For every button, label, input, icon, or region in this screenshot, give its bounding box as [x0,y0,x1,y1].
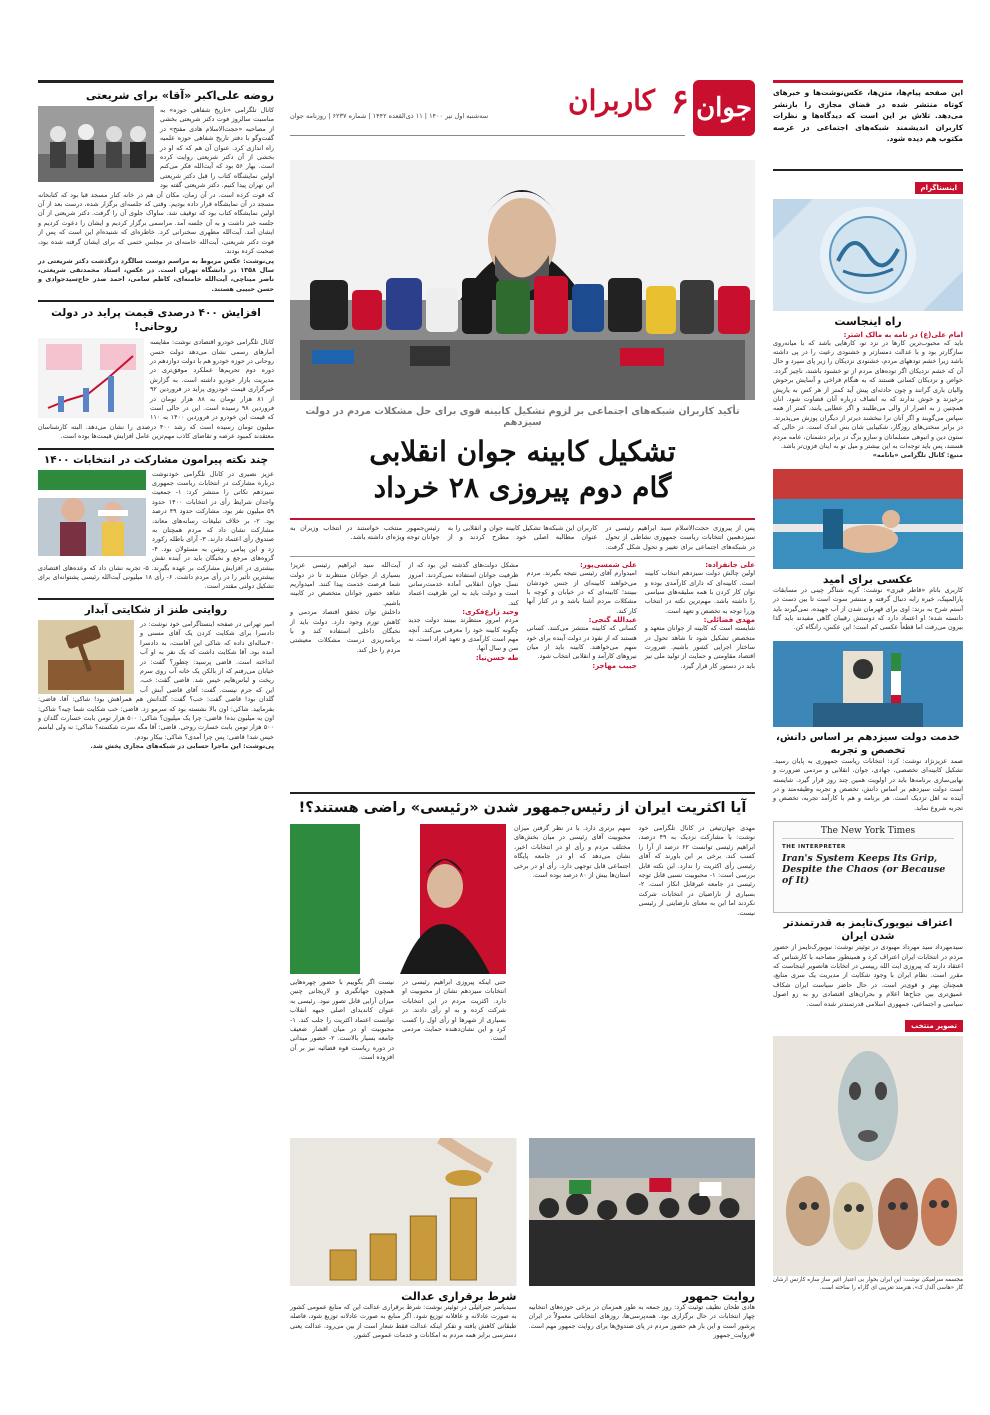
article-3-body: عزیز نصیری در کانال تلگرامی خودنوشت درباره مشارکت در انتخابات ریاست جمهوری سیزدهم نکاتی را منتشر کرد: ۱- جمعیت واجدان شرایط رأی در انتخابات ۱۴۰۰ حدود ۵۹ میلیون نفر بود. مشارکت حدود ۴۹ درصد بود. ۲- بر خلاف تبلیغات رسانه‌های معاند، مشارکت نشان داد که مردم همچنان به صندوق رأی اعتماد دارند. ۳- آرای باطله رکورد زد و این پیامی روشن به مسئولان بود. ۴- گروه‌های مرجع و نخبگان باید در آینده نقش بیشتری در افزایش مشارکت بر عهده بگیرند. ۵- تجربه نشان داد که وعده‌های اقتصادی بیشترین تأثیر را در رأی مردم داشت. ۶- رأی ۱۸ میلیونی آیت‌الله رئیسی پشتوانه‌ای برای تشکیل دولتی مقتدر است. [38,469,274,591]
nyt-kicker: THE INTERPRETER [782,844,846,851]
article-1-body: کانال تلگرامی «تاریخ شفاهی حوزه» به مناسبت سالروز فوت دکتر شریعتی بخشی از مصاحبه «حجت‌الاسلام هادی مفتح» در گفت‌وگو با دفتر تاریخ شفاهی حوزه علمیه راه اندازی کرد. عنوان آن هم که که او در بخشی از آن دکتر شریعتی روایت کرده است. بهار ۵۶ بود که آیت‌الله فکر می‌کنم اولین نمایشگاه کتاب را قبل دکتر شریعتی این تهران پیدا کنیم. دکتر شریعتی گفته بود که فوت کرده است. در آن زمان، مکان آن هم در خانه کنار مسجد قبا بود که کتابخانه مسجد در آن نمایشگاه قرار داده بودیم. وقتی که جلسه‌ای برگزار شده، درست بعد از آن اولین نمایشگاه کتاب بود که توقیف شد. ساواک جلوی آن را گرفت. دکتر شریعتی از آن جلسه خبر داشت و به آن جلسه آمد. مراسمی برگزار کردیم و ایشان را دعوت کردیم و ایشان آمد. آیت‌الله مطهری سخنرانی کرد. خاطره‌ای که شنیده‌ام این است که پس از فوت دکتر شریعتی، آیت‌الله خامنه‌ای در مجلس ختمی که برای ایشان گرفته شده بود، صحبت کرده بودند. [38,106,274,256]
article-3-title: چند نکته پیرامون مشارکت در انتخابات ۱۴۰۰ [43,453,269,466]
bottom-stories [290,1138,755,1341]
second-body-3: حتی اینکه پیروزی ابراهیم رئیسی در انتخابات سیزدهم نشان از محبوبیت او دارد. اکثریت مردم در این انتخابات شرکت کرده و به او رأی دادند. در بسیاری از شهرها او رأی اول را کسب کرد و این نشان‌دهنده حمایت مردمی است. [402,978,506,1043]
photo-title: عکسی برای امید [822,572,914,586]
calligraphy-image [773,199,963,311]
comment-item: مهدی فضائلی: شایسته است که کابینه از جوانان متعهد و متخصص تشکیل شود تا شاهد تحول در ساختار اجرایی کشور باشیم. ضرورت اقتصاد مقاومتی و حمایت از تولید ملی نیز باید در دستور کار قرار گیرد. [644,616,755,670]
second-body-2: سهم برتری دارد. با در نظر گرفتن میزان محبوبیت آقای رئیسی در میان بخش‌های مختلف مردم و رأی او در انتخابات اخیر، نشان می‌دهد که او در جامعه پایگاه اجتماعی قابل توجهی دارد. رأی او در برخی استان‌ها بیش از ۸۰ درصد بوده است. [514,824,631,880]
right-column [773,80,963,1292]
swimmer-photo [773,469,963,569]
lead-story [290,160,755,671]
gov-body: صمد عزیزنژاد نوشت: کرد: انتخابات ریاست جمهوری به پایان رسید. تشکیل کابینه‌ای تخصصی، جهادی، جوان، انقلابی و مردمی ضرورت و نهایی‌سازی برنامه‌ها باید در اولویت همین چند روز قرار گیرد. شایسته است دولت سیزدهم بر اساس دانش، تخصص و تجربه وظیفه‌مند و در آینده نه اهل تزدیک است. هر برنامه و هم با کارآمد تجربه، تخصص و تجربه شروع نماید. [773,756,963,812]
bottom-left-body: سیدیاسر جبرائیلی در توئیتر نوشت: شرط برقراری عدالت این که منابع عمومی کشور به صورت عادلانه و عاقلانه توزیع شود. اگر منابع به صورت عادلانه توزیع شود، فاصله طبقاتی کاهش یافته و تفکر اینکه عدالت فقط شعار است از بین می‌رود. عدالت یعنی دسترسی برابر همه مردم به امکانات و خدمات عمومی کشور. [290,1303,517,1340]
comment-item: علی جانفزاده: اولین چالش دولت سیزدهم انتخاب کابینه است. کابینه‌ای که دارای کارآمدی بوده و توان کار کردن با همه سلیقه‌های سیاسی را داشته باشد. مهم‌ترین نکته در انتخاب وزرا توجه به تخصص و تعهد است. [644,561,755,615]
insta-title: راه اینجاست [834,314,902,328]
insta-lead: امام علی(ع) در نامه به مالک اشتر: [843,330,963,339]
article-1-photo [38,106,154,182]
lead-intro: پس از پیروزی حجت‌الاسلام سید ابراهیم رئیسی در سیزدهمین انتخابات ریاست جمهوری نشاطی از تحول در شبکه‌های اجتماعی برای تغییر و تحول شکل گرفت. کاربران این شبکه‌ها تشکیل کابینه جوان و انقلابی را به عنوان مطالبه اصلی خود مطرح کردند و از رئیس‌جمهور منتخب خواستند در انتخاب وزیران به جوانان توجه ویژه‌ای داشته باشد. [290,524,755,551]
second-photo [290,824,506,974]
comment-item: داخلش توان تحقق اقتصاد مردمی و کاهش تورم وجود دارد. دولت باید از نخبگان داخلی استفاده کند و با برنامه‌ریزی درست مشکلات معیشتی مردم را حل کند. [290,608,401,654]
crowd-photo [529,1138,756,1286]
nyt-headline: Iran's System Keeps Its Grip, Despite the Chaos (or Because of It) [782,853,946,887]
second-body-1: مهدی جهان‌تیغی در کانال تلگرامی خود نوشت: با مشارکت نزدیک به ۴۹ درصد، ابراهیم رئیسی توانست ۶۲ درصد از آرا را کسب کند. برخی بر این باورند که آقای رئیسی رأی اکثریت را ندارد. این نکته قابل بررسی است: ۱- محبوبیت نسبی قابل توجه رئیسی در جامعه غیرقابل انکار است. ۲- بسیاری از ناراضیان در انتخابات شرکت نکردند اما این به معنای نارضایتی از رئیسی نیست. [638,824,755,917]
instagram-label: اینستاگرام [915,182,963,194]
article-4-body: امیر تهرانی در صفحه اینستاگرامی خود نوشت: در دادسرا برای شکایت کردن یک آقای مسنی و ۴۰ساله‌ای داده که شاکی این آقاست، به دادسرا آمده بود. آقا شکایت داشت که یک نفر به او آب انداخته است. قاضی پرسید: چطور؟ گفت: در خیابان می‌رفتم که از بالکن یک خانه آب روی سرم ریخت و لباس‌هایم خیس شد. قاضی گفت: خب، این که جرم نیست. گفت: آقای قاضی آبش آب گلدان بود! قاضی گفت: خب؟ گفت: گلدانش هم همراهش بود! شاکی: آقا، قاضی: بفرمایید. شاکی: اون بالا نشسته بود که سرمو زد. قاضی: خب شکایت شما چیه؟ شاکی: اون یه میلیون بده! قاضی: چرا یک میلیون؟ شاکی: ۵۰۰ هزار تومن بابت خسارت گلدان و ۵۰۰ هزار تومن بابت خسارت روحی. قاضی: آقا مگه سرت شکسته؟ شاکی: نه ولی لباسم خیس شد! قاضی: پس چرا آمدی؟ شاکی: بیکار بودم. [38,619,274,741]
intro-box: این صفحه پیام‌ها، متن‌ها، عکس‌نوشت‌ها و خبرهای کوتاه منتشر شده در فضای مجازی را بازنشر می‌دهد. تلاش بر این است که دیدگاه‌ها و نظرات کاربران اندیشمند شبکه‌های اجتماعی در عرصه مکتوب هم دیده شود. [773,80,963,145]
article-4-title: روایتی طنز از شکایتی آبدار [84,603,228,616]
comment-item: وحید زارع‌فکری: مردم امروز منتظرند ببینند دولت جدید چگونه کابینه خود را معرفی می‌کند. آنچه مهم است کارآمدی و تعهد افراد است، نه سن و سال آنها. [408,608,519,653]
nyt-logo: The New York Times [782,826,954,839]
insta-source: منبع: کانال تلگرامی «بانامه» [872,451,963,460]
comment-item: علی شمسی‌پور: امیدوارم آقای رئیسی نتیجه بگیرند. مردم می‌خواهند کابینه‌ای از جنس خودشان ببینند؛ کابینه‌ای که در خیابان و کوچه با مشکلات مردم آشنا باشد و در کنار آنها کار کند. [526,561,637,615]
second-body-4: نیست اگر بگوییم با حضور چهره‌هایی همچون جهانگیری و لاریجانی چنین میزان آرایی قابل تصور نبود. رئیسی به عنوان کاندیدای اصلی جبهه انقلاب توانست اعتماد اکثریت را جلب کند. ۱- محبوبیت او در میان اقشار ضعیف جامعه بسیار بالاست. ۲- حضور میدانی در دوره ریاست قوه قضائیه نیز بر آن افزوده است. [290,978,394,1062]
article-1-note: پی‌نوشت: عکس مربوط به مراسم دوست سالگرد درگذشت دکتر شریعتی در سال ۱۳۵۸ در دانشگاه تهران است. در عکس، استاد محمدتقی شریعتی، ناصر میناچی، آیت‌الله خامنه‌ای، کاظم سامی، احمد صدر حاج‌سیدجوادی و حسن حبیبی هستند. [38,256,274,293]
lead-comments [290,561,755,671]
gov-title: خدمت دولت سیزدهم بر اساس دانش، تخصص و تجربه [776,731,960,756]
lead-photo [290,160,755,400]
second-story [290,792,755,1144]
second-title: آیا اکثریت ایران از رئیس‌جمهور شدن «رئیسی» راضی هستند؟! [298,800,747,816]
comment-item: عبدالله گنجی: کسانی که کابینه منتشر می‌کنند، کسانی هستند که از نفوذ در دولت آینده برای خود سهم می‌خواهند. کابینه باید از میان نیروهای کارآمد و انقلابی انتخاب شود. [526,616,637,661]
page-number: ۶ [670,82,689,122]
masthead-logo: جوان [693,80,755,136]
masks-caption: مجسمه سرامیکی نوشت: این ایران بحوار بی اعتبار اغیر ساز سازه کارتس ارشان گار «هاسی آلدل ک»، هنرمند تغریبی ای گاراه را ساخته است. [773,1277,963,1292]
lead-title-line-1: تشکیل کابینه جوان انقلابی [369,435,676,468]
masks-photo [773,1036,963,1276]
gov-photo [773,641,963,727]
article-4-note: پی‌نوشت: این ماجرا حسابی در شبکه‌های مجازی پخش شد. [90,742,274,751]
left-column [38,80,274,752]
article-3-photo [38,470,146,556]
article-2-title: افزایش ۴۰۰ درصدی قیمت پراید در دولت روحانی! [51,307,261,334]
nyt-clip [773,821,963,913]
article-2-body: کانال تلگرامی خودرو اقتصادی نوشت: مقایسه آمارهای رسمی نشان می‌دهد دولت حسن روحانی در حوزه خودرو هم با دولت دوازدهم در دوره دوم تحریم‌ها عملکرد موفق‌تری در مدیریت بازار خودرو داشته است. به گزارش خبرگزاری قیمت خودروی پراید در فروردین ۹۲ از ۸۱ هزار تومان به ۸۸ هزار تومان در فروردین ۹۸ رسیده است. این در حالی است که قیمت این خودرو در فروردین ۱۴۰۰ به ۱۱۰ میلیون تومان رسیده است که رشد ۴۰۰ درصدی را نشان می‌دهد. البته کارشناسان معتقدند کمبود عرضه و تقاضای کاذب مهم‌ترین عامل افزایش قیمت‌ها بوده است. [38,338,274,441]
masthead [290,80,755,136]
insta-body: باید که محبوب‌ترین کارها در نزد تو، کارهایی باشد که با میانه‌روی سازگارتر بود و با عدالت دمسازتر و خشنودی رعیت را در پی داشته باشد زیرا خشم تودههای مردم، خشنودی نزدیکان را زیر پای سپرد و حال آن که خشم نزدیکان اگر توده‌های مردم از تو خشنود باشند، ناچیز گردد. خواص و نزدیکان کسانی هستند که به هنگام فراخی و آسایش برحوش والیان باری گرانند و چون حادثه‌ای پیش آید کمتر از هر کس به یاریش برخیزند و خوش ندارند که به انصاف درباره آنان قضاوت شود. انان همچنین ز به اصرار از والی می‌طلبند و اگر عطایی یابند، کمتر از همه سپاس می‌گویند و اگر آنان نرا نبخشند دیرتر از دیگران پوزش می‌پذیرند. در برابر سختی‌های روزگار، شکیبایی شان بس اندک است. در حالی که ستون دین و انبوهی مسلمانان و سازو برگ در برابر دشمنان، عامه مردم هستند، پس باید توجه‌ات به این بیشتر و میل تو به اینان فزون‌تر باشد. [773,338,963,450]
photo-body: کاربری بانام «قاطر قیزی» نوشت: گریه شناگر چینی در مسابقات پارالمپیک، خیره رابه دنبال گرفته و منتشر سوت است تا بین دست در آستم شرح به برند: اوی برای قهرمان شدن از آب جهیده، نمی‌گیرند باید دانسته شده؛ او اعتماد دارد که دوستش رقیبان گاهی مفیدند باید گذا بیرون می‌رفت اما قطعاً عکسی کم است؛ این عکس، رانگاه کن. [773,585,963,632]
nyt-body: سیدمهرداد سید مهرداد مهبودی در توئیتر نوشت: نیویورک‌تایمز از حضور مردم در انتخابات ایران اعتراف کرد و همینطور مصاحبه با کارشناس که اعتقاد دارند که پیروزی ایت الله رییسی در اتخابات هاتصویر اینجاست که مقرر است. نظام ایران با وجود شکایت از مدیریت یک سری منابع، همچنان بهتر و قوی‌تر است. در حال حاضر سیاست ایران شکاف عمیق‌تری بین جناح‌ها اعلام و بحران‌های اقتصادی رو به رو اصول سیاسی و اجتماعی، جمهوری اسلامی قدرتمندتر شده است. [773,943,963,1008]
selected-image-label: تصویر منتخب [905,1020,963,1032]
bottom-right-body: هادی طحان نظیف توئیت کرد: روز جمعه به طور همزمان در برخی حوزه‌های انتخابیه چهار انتخابات در حال برگزاری بود. همه‌پرسی‌ها، روزهای انتخاباتی معمولاً در ایران پرشور است و این بار هم حضور مردم در پای صندوق‌ها برای روایت جمهور مهم است. #روایت_جمهور [528,1303,755,1340]
article-1-title: روضه علی‌اکبر «آقا» برای شریعتی [85,89,274,102]
comment-item: حبیب مهاجر: مشکل دولت‌های گذشته این بود که از ظرفیت جوانان استفاده نمی‌کردند. امروز نسل جوان انقلابی آماده خدمت‌رسانی است و دولت باید به این ظرفیت اعتماد کند. [408,561,637,670]
article-2-chart-image [38,338,144,418]
comment-item: طه حسن‌نیا: آیت‌الله سید ابراهیم رئیسی عزیز! بسیاری از جوانان منتظرند تا در دولت شما فرصت خدمت پیدا کنند. امیدواریم شاهد حضور جوانان متخصص در کابینه باشیم. [290,561,519,662]
dateline: سه‌شنبه اول تیر ۱۴۰۰ | ۱۱ ذی‌القعده ۱۴۴۲ | شماره ۶۲۳۷ | روزنامه جوان [290,112,489,120]
nyt-title: اعتراف نیویورک‌تایمز به قدرتمند‌تر شدن ایران [783,918,953,943]
bottom-right-title: روایت جمهور [682,1290,755,1303]
bottom-left-title: شرط برقراری عدالت [401,1290,517,1303]
article-4-photo [38,620,134,694]
lead-kicker: تأکید کاربران شبکه‌های اجتماعی بر لزوم تشکیل کابینه قوی برای حل مشکلات مردم در دولت سیزدهم [305,406,740,428]
lead-title-line-2: گام دوم پیروزی ۲۸ خرداد [373,471,672,504]
coins-photo [290,1138,517,1286]
section-title: کاربران [568,84,655,117]
